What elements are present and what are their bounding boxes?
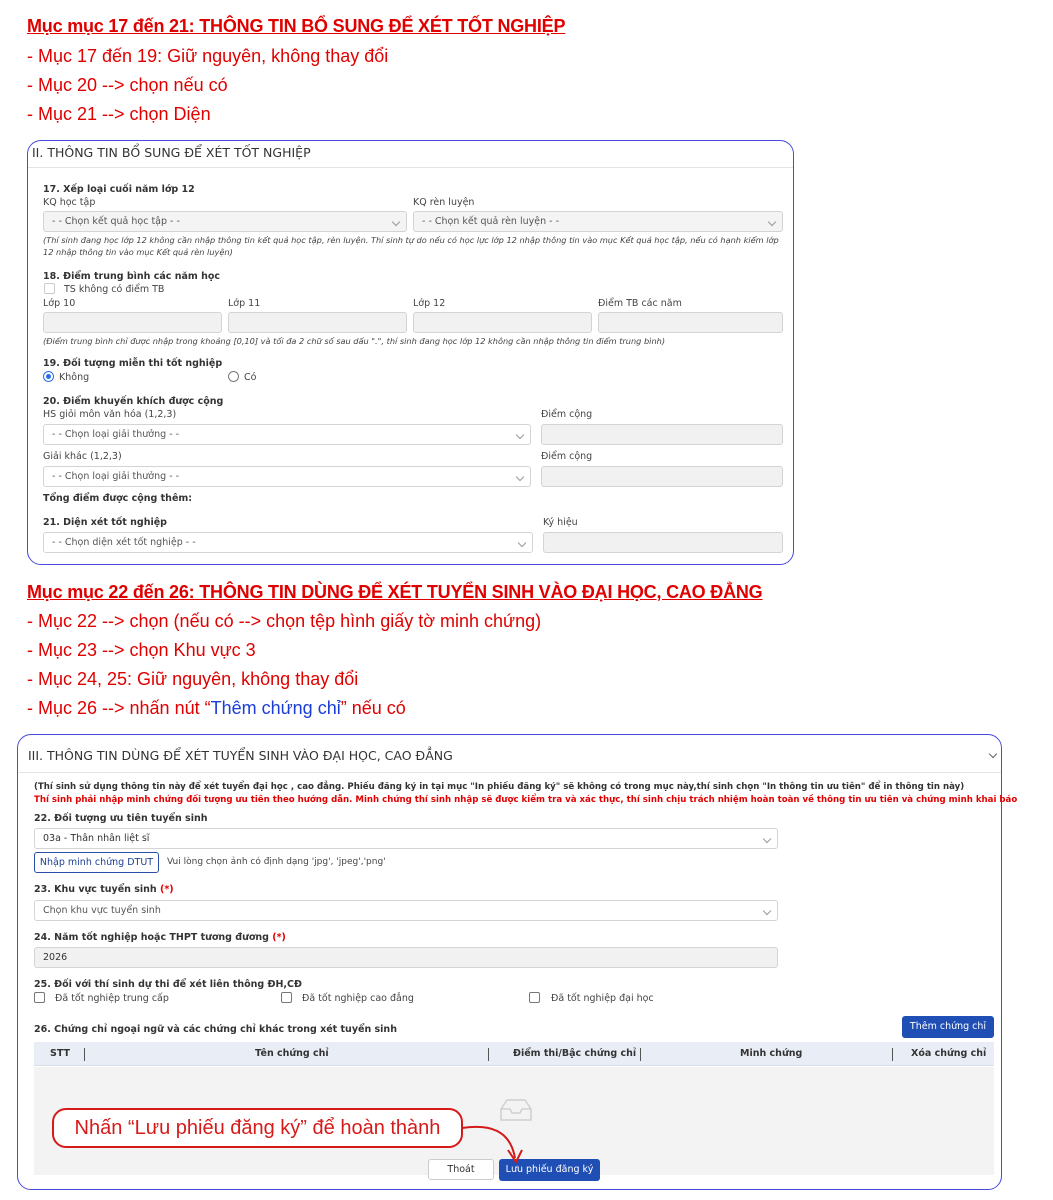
info-line-2: Thí sinh phải nhập minh chứng đối tượng ưu tiên theo hướng dẫn. Minh chứng thí sinh nhập sẽ được kiểm tra và xác thực, thí sinh chịu trách nhiệm hoàn toàn về thông tin ưu tiên và chứng minh khai báo [34,795,1018,805]
section-17-note: (Thí sinh đang học lớp 12 không cần nhập thông tin kết quả học tập, rèn luyện. Thí sinh tự do nếu có học lực lớp 12 nhập thông tin vào mục Kết quả học tập, nếu có hạnh kiểm lớp 12 nhập thông tin vào mục Kết quả rèn luyện) [43,235,779,257]
section-18-note: (Điểm trung bình chỉ được nhập trong khoảng [0,10] và tối đa 2 chữ số sau dấu ".", thí sinh đang học lớp 12 không cần nhập thông tin điểm trung bình) [43,336,666,346]
khu-vuc-select[interactable] [34,900,778,921]
column-header: Điểm thi/Bậc chứng chỉ [513,1048,637,1059]
divider [18,772,1001,773]
add-certificate-button[interactable]: Thêm chứng chỉ [902,1016,994,1038]
radio-khong-label: Không [59,372,90,383]
nam-tot-nghiep-input[interactable]: 2026 [34,947,778,968]
diem-cong-label: Điểm cộng [541,451,593,462]
dien-xet-value: - - Chọn diện xét tốt nghiệp - - [52,537,196,548]
instruction-title-22-26: Mục mục 22 đến 26: THÔNG TIN DÙNG ĐỂ XÉT TUYỂN SINH VÀO ĐẠI HỌC, CAO ĐẲNG [27,582,763,602]
lop-10-input[interactable] [43,312,222,333]
required-mark: (*) [160,884,174,895]
ky-hieu-label: Ký hiệu [543,517,578,528]
diem-tb-label: Điểm TB các năm [598,298,682,309]
diem-cong-input-2[interactable] [541,466,783,487]
kq-hoc-tap-value: - - Chọn kết quả học tập - - [52,216,180,227]
hs-gioi-value: - - Chọn loại giải thưởng - - [52,429,180,440]
trung-cap-label: Đã tốt nghiệp trung cấp [55,993,169,1004]
chevron-down-icon [763,907,771,915]
column-divider [892,1048,893,1061]
giai-khac-label: Giải khác (1,2,3) [43,451,122,462]
panel-title: III. THÔNG TIN DÙNG ĐỂ XÉT TUYỂN SINH VÀO ĐẠI HỌC, CAO ĐẲNG [28,748,453,763]
hs-gioi-label: HS giỏi môn văn hóa (1,2,3) [43,409,177,420]
section-17-label: 17. Xếp loại cuối năm lớp 12 [43,184,195,195]
instruction-title-17-21: Mục mục 17 đến 21: THÔNG TIN BỔ SUNG ĐỂ XÉT TỐT NGHIỆP [27,16,566,36]
chevron-down-icon [518,539,526,547]
section-18-label: 18. Điểm trung bình các năm học [43,271,221,282]
radio-khong[interactable] [43,371,54,382]
instruction-line [27,698,406,719]
lop-11-input[interactable] [228,312,407,333]
cao-dang-checkbox[interactable] [281,992,292,1003]
doi-tuong-uu-tien-value: 03a - Thân nhân liệt sĩ [43,833,150,844]
exit-button[interactable]: Thoát [428,1159,494,1180]
divider [28,167,793,168]
column-header: Minh chứng [740,1048,803,1059]
chevron-down-icon [392,218,400,226]
section-25-label: 25. Đối với thí sinh dự thi để xét liên thông ĐH,CĐ [34,979,302,990]
instruction-line: - Mục 22 --> chọn (nếu có --> chọn tệp hình giấy tờ minh chứng) [27,611,542,631]
column-header: STT [50,1048,71,1059]
no-gpa-checkbox[interactable] [44,283,55,294]
kq-hoc-tap-label: KQ học tập [43,197,96,208]
section-23-label [34,884,174,895]
dien-xet-select[interactable] [43,532,533,553]
instruction-line: - Mục 23 --> chọn Khu vực 3 [27,640,256,660]
instruction-text: ” nếu có [340,698,406,718]
instruction-line: - Mục 20 --> chọn nếu có [27,75,228,95]
instruction-text: - Mục 26 --> nhấn nút “ [27,698,211,718]
dai-hoc-checkbox[interactable] [529,992,540,1003]
kq-ren-luyen-select[interactable] [413,211,783,232]
required-mark: (*) [272,932,286,943]
upload-dtut-button[interactable]: Nhập minh chứng DTUT [34,852,159,873]
certificate-table-header [34,1042,994,1066]
diem-cong-label: Điểm cộng [541,409,593,420]
info-line-1: (Thí sinh sử dụng thông tin này để xét tuyển đại học , cao đẳng. Phiếu đăng ký in tại mục "In phiếu đăng ký" sẽ không có trong mục này,thí sinh chọn "In thông tin ưu tiên" để in thông tin này) [34,782,965,792]
column-header: Tên chứng chỉ [255,1048,329,1059]
section-19-label: 19. Đối tượng miễn thi tốt nghiệp [43,358,223,369]
column-divider [640,1048,641,1061]
panel-bo-sung-tot-nghiep [27,140,794,565]
chevron-down-icon [768,218,776,226]
diem-tb-input[interactable] [598,312,783,333]
kq-ren-luyen-value: - - Chọn kết quả rèn luyện - - [422,216,560,227]
section-23-text: 23. Khu vực tuyển sinh [34,884,157,895]
diem-cong-input-1[interactable] [541,424,783,445]
chevron-down-icon[interactable] [989,750,997,758]
doi-tuong-uu-tien-select[interactable] [34,828,778,849]
tong-diem-label: Tổng điểm được cộng thêm: [43,493,193,504]
lop-11-label: Lớp 11 [228,298,261,309]
lop-12-label: Lớp 12 [413,298,446,309]
lop-10-label: Lớp 10 [43,298,76,309]
save-instruction-callout: Nhấn “Lưu phiếu đăng ký” để hoàn thành [52,1108,463,1148]
trung-cap-checkbox[interactable] [34,992,45,1003]
giai-khac-value: - - Chọn loại giải thưởng - - [52,471,180,482]
instruction-highlight: Thêm chứng chỉ [210,698,341,718]
save-registration-button[interactable]: Lưu phiếu đăng ký [499,1159,600,1181]
panel-title: II. THÔNG TIN BỔ SUNG ĐỂ XÉT TỐT NGHIỆP [32,145,311,160]
column-header: Xóa chứng chỉ [911,1048,987,1059]
section-21-label: 21. Diện xét tốt nghiệp [43,517,167,528]
upload-hint: Vui lòng chọn ảnh có định dạng 'jpg', 'jpeg','png' [167,857,386,867]
dai-hoc-label: Đã tốt nghiệp đại học [551,993,654,1004]
chevron-down-icon [516,431,524,439]
section-26-label: 26. Chứng chỉ ngoại ngữ và các chứng chỉ khác trong xét tuyển sinh [34,1024,397,1035]
khu-vuc-value: Chọn khu vực tuyển sinh [43,905,161,916]
radio-co-label: Có [244,372,257,383]
callout-arrow-icon [460,1120,530,1166]
kq-ren-luyen-label: KQ rèn luyện [413,197,475,208]
column-divider [488,1048,489,1061]
chevron-down-icon [516,473,524,481]
ky-hieu-input[interactable] [543,532,783,553]
kq-hoc-tap-select[interactable] [43,211,407,232]
instruction-line: - Mục 17 đến 19: Giữ nguyên, không thay đổi [27,46,389,66]
hs-gioi-select[interactable] [43,424,531,445]
column-divider [84,1048,85,1061]
no-gpa-label: TS không có điểm TB [64,284,165,295]
section-22-label: 22. Đối tượng ưu tiên tuyển sinh [34,813,208,824]
section-20-label: 20. Điểm khuyến khích được cộng [43,396,224,407]
cao-dang-label: Đã tốt nghiệp cao đẳng [302,993,414,1004]
section-24-label [34,932,286,943]
radio-co[interactable] [228,371,239,382]
section-24-text: 24. Năm tốt nghiệp hoặc THPT tương đương [34,932,269,943]
lop-12-input[interactable] [413,312,592,333]
instruction-line: - Mục 21 --> chọn Diện [27,104,211,124]
chevron-down-icon [763,835,771,843]
giai-khac-select[interactable] [43,466,531,487]
instruction-line: - Mục 24, 25: Giữ nguyên, không thay đổi [27,669,359,689]
